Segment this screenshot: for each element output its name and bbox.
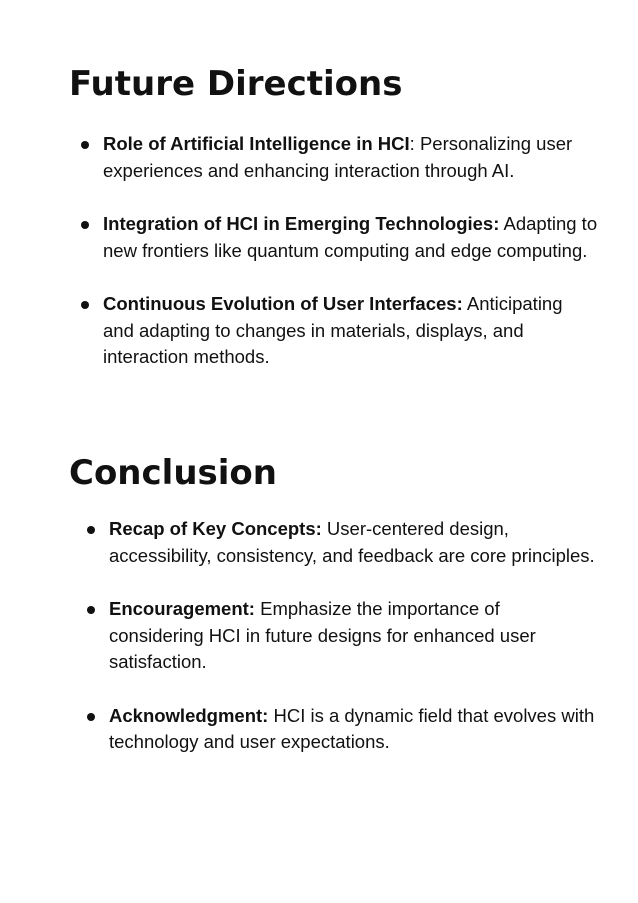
list-item	[78, 211, 598, 264]
item-text: User-centered design, accessibility, consistency, and feedback are core principles.	[109, 518, 595, 566]
conclusion-heading: Conclusion	[69, 453, 277, 493]
bullet-icon	[87, 526, 95, 534]
item-text: : Personalizing user experiences and enhancing interaction through AI.	[103, 133, 573, 181]
bullet-icon	[87, 606, 95, 614]
item-lead: Encouragement:	[109, 598, 255, 619]
bullet-icon	[81, 221, 89, 229]
item-text: Emphasize the importance of considering HCI in future designs for enhanced user satisfaction.	[109, 598, 536, 672]
item-lead: Recap of Key Concepts:	[109, 518, 322, 539]
item-lead: Acknowledgment:	[109, 704, 269, 726]
list-item	[84, 703, 598, 756]
item-lead: Continuous Evolution of User Interfaces:	[103, 293, 463, 314]
list-item	[78, 131, 598, 184]
list-item	[78, 291, 598, 371]
future-directions-list	[78, 131, 598, 371]
list-item	[84, 596, 598, 676]
future-directions-heading: Future Directions	[69, 64, 403, 104]
conclusion-list	[84, 516, 598, 756]
bullet-icon	[81, 301, 89, 309]
item-text: HCI is a dynamic field that evolves with technology and user expectations.	[109, 704, 595, 752]
bullet-icon	[87, 713, 95, 721]
bullet-icon	[81, 141, 89, 149]
item-text: Adapting to new frontiers like quantum computing and edge computing.	[103, 213, 598, 261]
item-text: Anticipating and adapting to changes in materials, displays, and interaction methods.	[103, 293, 563, 367]
item-lead: Role of Artificial Intelligence in HCI	[103, 133, 410, 154]
item-lead: Integration of HCI in Emerging Technologies:	[103, 213, 500, 234]
list-item	[84, 516, 598, 569]
